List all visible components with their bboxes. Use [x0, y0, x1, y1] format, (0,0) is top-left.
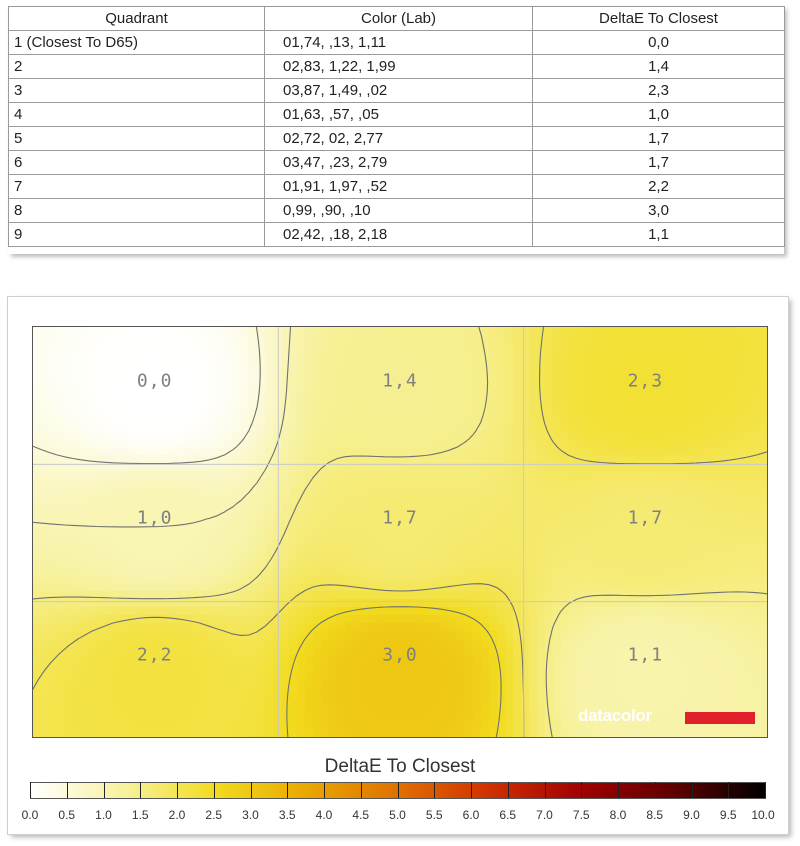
cell-quadrant: 4	[9, 103, 265, 127]
table-row	[9, 31, 785, 55]
cell-color-lab: 02,42, ,18, 2,18	[265, 223, 533, 247]
cell-color-lab: 02,72, 02, 2,77	[265, 127, 533, 151]
quadrant-value-label: 1,4	[382, 370, 418, 392]
cell-color-lab: 01,74, ,13, 1,11	[265, 31, 533, 55]
colorbar-tick	[508, 782, 509, 798]
colorbar-tick	[765, 782, 766, 798]
colorbar-tick-label: 5.0	[389, 808, 406, 822]
cell-deltae: 3,0	[533, 199, 785, 223]
quadrant-table	[8, 6, 785, 247]
colorbar-tick-label: 9.5	[719, 808, 737, 822]
logo-red-bar	[685, 712, 755, 724]
colorbar-tick-label: 0.0	[21, 808, 39, 822]
cell-quadrant: 9	[9, 223, 265, 247]
colorbar-tick	[471, 782, 472, 798]
colorbar-tick-label: 10.0	[751, 808, 775, 822]
colorbar-tick	[618, 782, 619, 798]
colorbar-tick	[177, 782, 178, 798]
header-deltae: DeltaE To Closest	[533, 7, 785, 31]
colorbar-tick-label: 1.5	[131, 808, 149, 822]
table-row	[9, 103, 785, 127]
quadrant-value-label: 1,7	[627, 507, 664, 529]
colorbar-tick-label: 6.5	[499, 808, 517, 822]
cell-color-lab: 01,63, ,57, ,05	[265, 103, 533, 127]
quadrant-value-label: 2,3	[627, 370, 664, 392]
cell-quadrant: 1 (Closest To D65)	[9, 31, 265, 55]
table-row	[9, 55, 785, 79]
colorbar-tick	[140, 782, 141, 798]
colorbar-tick	[398, 782, 399, 798]
table-row	[9, 151, 785, 175]
cell-quadrant: 6	[9, 151, 265, 175]
colorbar-tick-label: 4.0	[315, 808, 333, 822]
quadrant-value-label: 0,0	[136, 370, 173, 392]
logo-text: datacolor	[578, 706, 652, 725]
colorbar-tick	[214, 782, 215, 798]
colorbar-tick-label: 5.5	[425, 808, 443, 822]
table-row	[9, 79, 785, 103]
colorbar-tick	[728, 782, 729, 798]
table-row	[9, 175, 785, 199]
table-row	[9, 223, 785, 247]
colorbar-tick	[287, 782, 288, 798]
cell-quadrant: 5	[9, 127, 265, 151]
colorbar-tick-label: 3.0	[242, 808, 259, 822]
cell-color-lab: 03,47, ,23, 2,79	[265, 151, 533, 175]
cell-quadrant: 2	[9, 55, 265, 79]
colorbar-tick	[104, 782, 105, 798]
colorbar-tick-label: 4.5	[352, 808, 370, 822]
colorbar-tick-label: 3.5	[278, 808, 296, 822]
table-row	[9, 199, 785, 223]
colorbar-ticks	[30, 782, 766, 799]
cell-quadrant: 8	[9, 199, 265, 223]
table-header-row	[9, 7, 785, 31]
cell-deltae: 2,2	[533, 175, 785, 199]
cell-deltae: 1,7	[533, 151, 785, 175]
cell-quadrant: 3	[9, 79, 265, 103]
datacolor-logo	[578, 702, 756, 732]
cell-deltae: 1,0	[533, 103, 785, 127]
cell-color-lab: 02,83, 1,22, 1,99	[265, 55, 533, 79]
cell-deltae: 0,0	[533, 31, 785, 55]
header-quadrant: Quadrant	[9, 7, 265, 31]
header-color-lab: Color (Lab)	[265, 7, 533, 31]
cell-deltae: 1,4	[533, 55, 785, 79]
colorbar-tick-label: 2.0	[168, 808, 186, 822]
cell-quadrant: 7	[9, 175, 265, 199]
quadrant-value-label: 3,0	[382, 644, 418, 666]
colorbar-tick-label: 1.0	[95, 808, 112, 822]
colorbar-tick	[67, 782, 68, 798]
colorbar-tick	[692, 782, 693, 798]
colorbar-tick-label: 8.5	[646, 808, 664, 822]
colorbar-tick-label: 7.5	[572, 808, 590, 822]
colorbar-tick-label: 7.0	[536, 808, 553, 822]
quadrant-table-container	[8, 6, 784, 254]
colorbar-tick	[251, 782, 252, 798]
quadrant-value-label: 2,2	[136, 644, 173, 666]
colorbar-tick	[30, 782, 31, 798]
table-row	[9, 127, 785, 151]
cell-deltae: 2,3	[533, 79, 785, 103]
cell-color-lab: 01,91, 1,97, ,52	[265, 175, 533, 199]
colorbar-tick-label: 8.0	[609, 808, 627, 822]
cell-deltae: 1,1	[533, 223, 785, 247]
colorbar-tick	[434, 782, 435, 798]
colorbar-tick-label: 2.5	[205, 808, 223, 822]
quadrant-value-label: 1,7	[382, 507, 418, 529]
cell-deltae: 1,7	[533, 127, 785, 151]
colorbar-tick	[361, 782, 362, 798]
colorbar-tick	[655, 782, 656, 798]
colorbar-tick-label: 9.0	[683, 808, 700, 822]
legend-title: DeltaE To Closest	[324, 756, 476, 777]
colorbar-tick	[324, 782, 325, 798]
quadrant-value-label: 1,0	[136, 507, 173, 529]
cell-color-lab: 0,99, ,90, ,10	[265, 199, 533, 223]
colorbar-tick	[545, 782, 546, 798]
colorbar-tick-label: 0.5	[58, 808, 76, 822]
quadrant-value-label: 1,1	[627, 644, 664, 666]
colorbar-tick	[581, 782, 582, 798]
colorbar-tick-label: 6.0	[462, 808, 480, 822]
cell-color-lab: 03,87, 1,49, ,02	[265, 79, 533, 103]
